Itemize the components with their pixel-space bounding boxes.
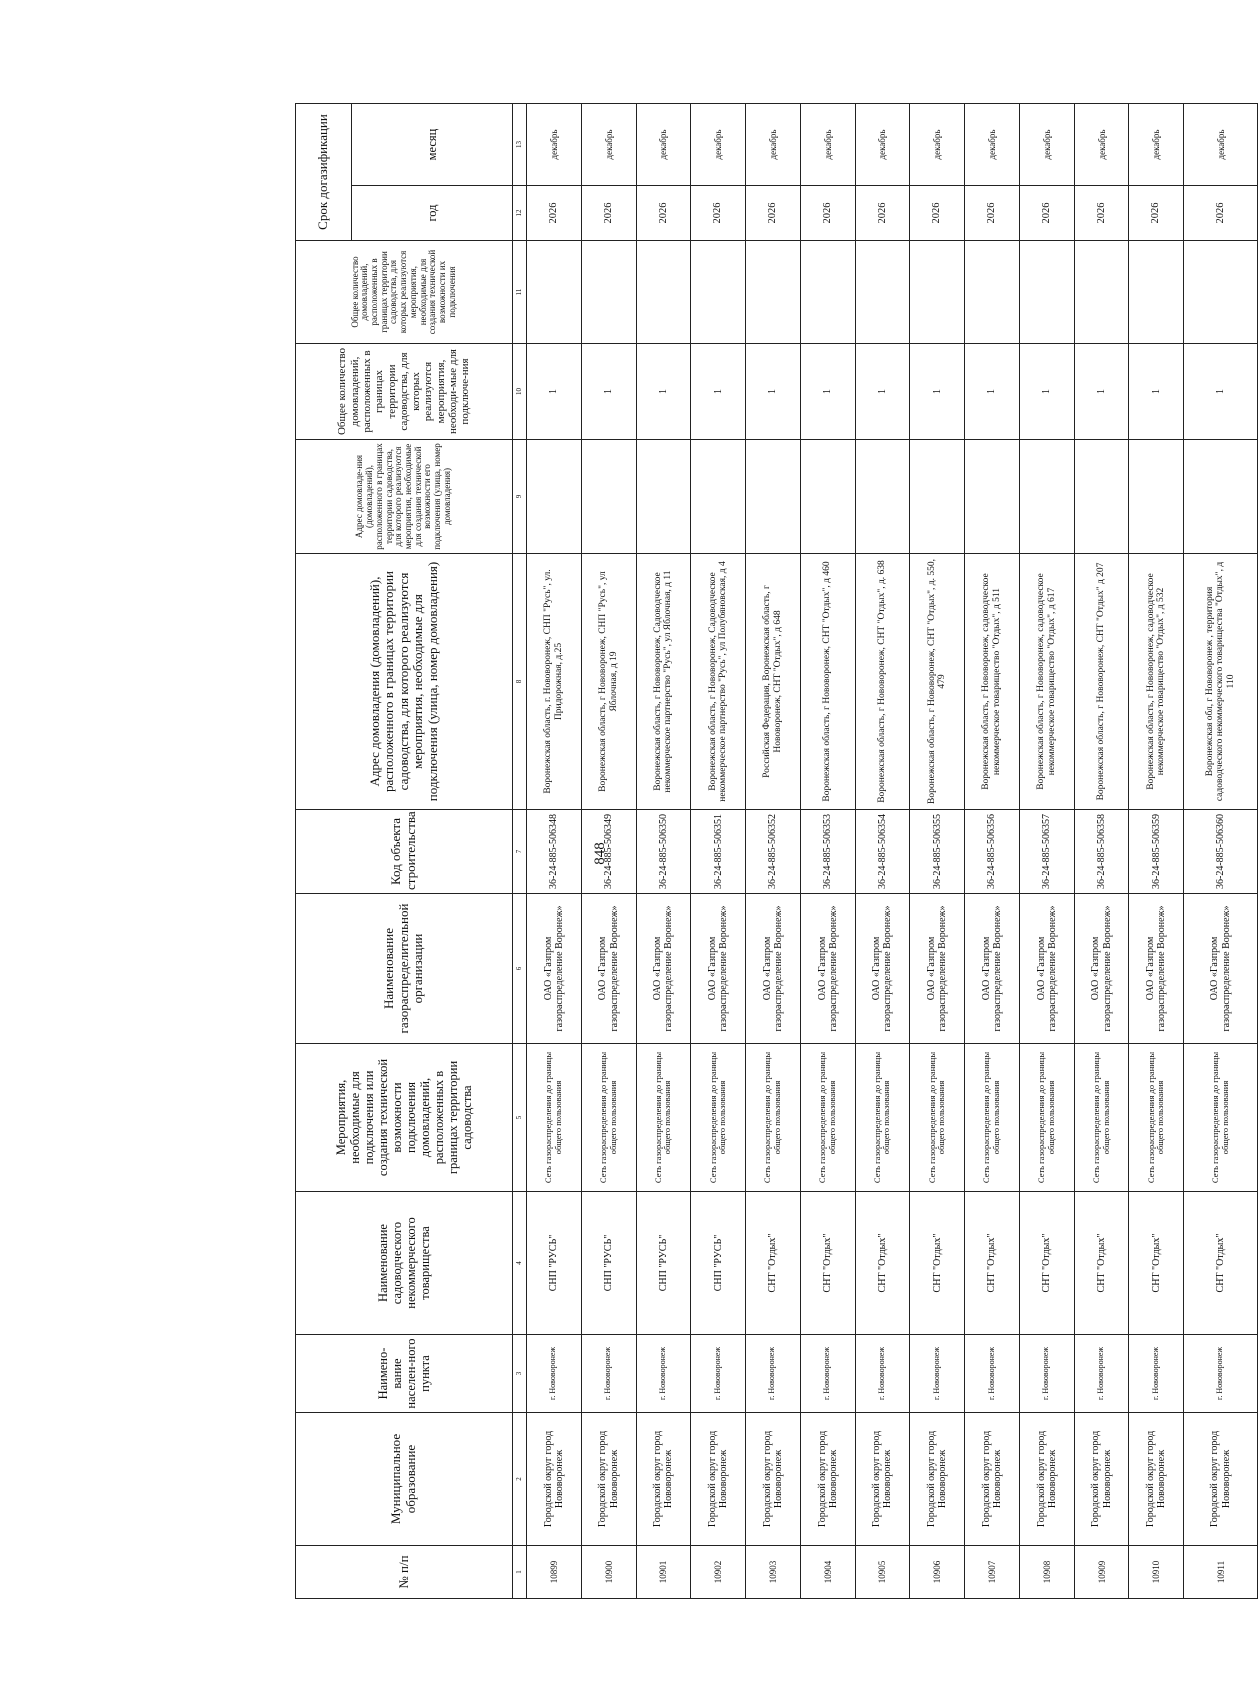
row-count-connection: 1 [691, 344, 746, 440]
row-year: 2026 [527, 186, 582, 241]
row-year: 2026 [691, 186, 746, 241]
col-number: 10 [513, 344, 527, 440]
row-count-connection: 1 [581, 344, 636, 440]
table-row [527, 104, 582, 1599]
row-address-connection: Воронежская область, г Нововоронеж, садоводческое некоммерческое товарищество "Отдых", д 617 [1019, 554, 1074, 810]
header-gas-org: Наименование газораспределительной организации [296, 894, 513, 1044]
row-snt: СНТ "Отдых" [1019, 1192, 1074, 1335]
row-address-capability [1074, 440, 1129, 554]
row-count-capability [1074, 241, 1129, 344]
header-count-connection: Общее количество домовладений, расположенных в границах территории садоводства, для которых реализуются мероприятия, необходи-мые для подключе-ния [296, 344, 513, 440]
row-municipality: Городской округ город Нововоронеж [855, 1413, 910, 1546]
row-count-connection: 1 [800, 344, 855, 440]
row-object-code: 36-24-885-506349 [581, 810, 636, 894]
row-measures: Сеть газораспределения до границы общего пользования [746, 1044, 801, 1192]
row-address-connection: Российская Федерация, Воронежская область, г Нововоронеж, СНТ "Отдых", д 648 [746, 554, 801, 810]
row-object-code: 36-24-885-506358 [1074, 810, 1129, 894]
row-municipality: Городской округ город Нововоронеж [1019, 1413, 1074, 1546]
row-measures: Сеть газораспределения до границы общего пользования [855, 1044, 910, 1192]
row-count-capability [746, 241, 801, 344]
table-row [746, 104, 801, 1599]
header-object-code: Код объекта строительства [296, 810, 513, 894]
table-row [581, 104, 636, 1599]
col-number: 4 [513, 1192, 527, 1335]
row-object-code: 36-24-885-506359 [1129, 810, 1184, 894]
row-month: декабрь [1184, 104, 1258, 186]
row-count-connection: 1 [746, 344, 801, 440]
col-number: 13 [513, 104, 527, 186]
row-address-capability [1019, 440, 1074, 554]
row-month: декабрь [855, 104, 910, 186]
row-municipality: Городской округ город Нововоронеж [1184, 1413, 1258, 1546]
row-snt: СНП "РУСЬ" [581, 1192, 636, 1335]
row-count-capability [636, 241, 691, 344]
header-address-capability: Адрес домовладе-ния (домовладений), расположенного в границах территории садоводства, для которого реализуются мероприятия, необходимые для создания технической возможности его подключения (улица, номер домовладения) [296, 440, 513, 554]
row-municipality: Городской округ город Нововоронеж [910, 1413, 965, 1546]
row-address-capability [855, 440, 910, 554]
row-address-connection: Воронежская область, г Нововоронеж, Садоводческое некоммерческое партнерство "Русь", ул Полубяновская, д 4 [691, 554, 746, 810]
table-header [296, 104, 527, 1599]
row-count-connection: 1 [527, 344, 582, 440]
row-settlement: г. Нововоронеж [691, 1335, 746, 1413]
row-year: 2026 [581, 186, 636, 241]
row-municipality: Городской округ город Нововоронеж [1074, 1413, 1129, 1546]
header-municipality: Муниципальное образование [296, 1413, 513, 1546]
row-municipality: Городской округ город Нововоронеж [746, 1413, 801, 1546]
row-number: 10908 [1019, 1546, 1074, 1599]
row-gas-org: ОАО «Газпром газораспределение Воронеж» [636, 894, 691, 1044]
table-row [965, 104, 1020, 1599]
row-count-connection: 1 [965, 344, 1020, 440]
row-number: 10903 [746, 1546, 801, 1599]
col-number: 3 [513, 1335, 527, 1413]
row-month: декабрь [691, 104, 746, 186]
table-row [800, 104, 855, 1599]
row-count-connection: 1 [1074, 344, 1129, 440]
row-object-code: 36-24-885-506353 [800, 810, 855, 894]
page-number: 848 [591, 841, 608, 865]
row-measures: Сеть газораспределения до границы общего пользования [965, 1044, 1020, 1192]
row-snt: СНП "РУСЬ" [691, 1192, 746, 1335]
row-address-connection: Воронежская область, г Нововоронеж, садоводческое некоммерческое товарищество "Отдых", д 511 [965, 554, 1020, 810]
header-year: год [352, 186, 513, 241]
row-month: декабрь [636, 104, 691, 186]
row-municipality: Городской округ город Нововоронеж [527, 1413, 582, 1546]
row-object-code: 36-24-885-506360 [1184, 810, 1258, 894]
row-year: 2026 [1019, 186, 1074, 241]
row-number: 10911 [1184, 1546, 1258, 1599]
row-count-connection: 1 [1129, 344, 1184, 440]
row-address-connection: Воронежская область, г Нововоронеж, СНТ "Отдых" д 207 [1074, 554, 1129, 810]
row-settlement: г. Нововоронеж [910, 1335, 965, 1413]
row-gas-org: ОАО «Газпром газораспределение Воронеж» [965, 894, 1020, 1044]
row-measures: Сеть газораспределения до границы общего пользования [527, 1044, 582, 1192]
row-count-capability [800, 241, 855, 344]
row-number: 10910 [1129, 1546, 1184, 1599]
row-month: декабрь [1129, 104, 1184, 186]
table-row [1129, 104, 1184, 1599]
row-snt: СНТ "Отдых" [965, 1192, 1020, 1335]
row-gas-org: ОАО «Газпром газораспределение Воронеж» [527, 894, 582, 1044]
row-measures: Сеть газораспределения до границы общего пользования [691, 1044, 746, 1192]
row-month: декабрь [527, 104, 582, 186]
header-measures: Мероприятия, необходимые для подключения или создания технической возможности подключения домовладений, расположенных в границах территории садоводства [296, 1044, 513, 1192]
row-gas-org: ОАО «Газпром газораспределение Воронеж» [910, 894, 965, 1044]
row-count-connection: 1 [636, 344, 691, 440]
table-row [1074, 104, 1129, 1599]
row-month: декабрь [965, 104, 1020, 186]
row-snt: СНП "РУСЬ" [527, 1192, 582, 1335]
row-month: декабрь [800, 104, 855, 186]
row-object-code: 36-24-885-506356 [965, 810, 1020, 894]
row-address-capability [1184, 440, 1258, 554]
table-row [1019, 104, 1074, 1599]
row-municipality: Городской округ город Нововоронеж [636, 1413, 691, 1546]
row-settlement: г. Нововоронеж [581, 1335, 636, 1413]
row-address-capability [691, 440, 746, 554]
row-count-connection: 1 [1184, 344, 1258, 440]
row-address-connection: Воронежская область, г Нововоронеж, СНТ "Отдых", д. 638 [855, 554, 910, 810]
rotated-table-wrapper [295, 104, 1258, 1599]
table-row [1184, 104, 1258, 1599]
row-year: 2026 [1074, 186, 1129, 241]
row-month: декабрь [1019, 104, 1074, 186]
header-month: месяц [352, 104, 513, 186]
row-month: декабрь [746, 104, 801, 186]
row-address-capability [1129, 440, 1184, 554]
row-settlement: г. Нововоронеж [527, 1335, 582, 1413]
row-gas-org: ОАО «Газпром газораспределение Воронеж» [1019, 894, 1074, 1044]
row-number: 10900 [581, 1546, 636, 1599]
row-gas-org: ОАО «Газпром газораспределение Воронеж» [1074, 894, 1129, 1044]
row-address-capability [800, 440, 855, 554]
row-year: 2026 [965, 186, 1020, 241]
column-number-row [513, 104, 527, 1599]
row-year: 2026 [746, 186, 801, 241]
row-gas-org: ОАО «Газпром газораспределение Воронеж» [581, 894, 636, 1044]
col-number: 8 [513, 554, 527, 810]
row-number: 10909 [1074, 1546, 1129, 1599]
row-number: 10902 [691, 1546, 746, 1599]
row-address-connection: Воронежская область, г Нововоронеж, садоводческое некоммерческое товарищество "Отдых", д 532 [1129, 554, 1184, 810]
row-measures: Сеть газораспределения до границы общего пользования [636, 1044, 691, 1192]
row-address-connection: Воронежская область, г Нововоронеж, СНТ "Отдых", д 460 [800, 554, 855, 810]
col-number: 1 [513, 1546, 527, 1599]
header-address-connection: Адрес домовладения (домовладений), расположенного в границах территории садоводства, для которого реализуются мероприятия, необходимые для подключения (улица, номер домовладения) [296, 554, 513, 810]
row-measures: Сеть газораспределения до границы общего пользования [581, 1044, 636, 1192]
row-gas-org: ОАО «Газпром газораспределение Воронеж» [1129, 894, 1184, 1044]
row-measures: Сеть газораспределения до границы общего пользования [800, 1044, 855, 1192]
header-settlement: Наимено-вание населен-ного пункта [296, 1335, 513, 1413]
col-number: 5 [513, 1044, 527, 1192]
row-number: 10907 [965, 1546, 1020, 1599]
table-row [636, 104, 691, 1599]
row-object-code: 36-24-885-506350 [636, 810, 691, 894]
col-number: 12 [513, 186, 527, 241]
row-settlement: г. Нововоронеж [1019, 1335, 1074, 1413]
header-term: Срок догазификации [296, 104, 352, 241]
row-month: декабрь [581, 104, 636, 186]
table-row [691, 104, 746, 1599]
row-address-capability [965, 440, 1020, 554]
col-number: 2 [513, 1413, 527, 1546]
row-count-capability [965, 241, 1020, 344]
row-municipality: Городской округ город Нововоронеж [581, 1413, 636, 1546]
row-month: декабрь [910, 104, 965, 186]
row-address-capability [581, 440, 636, 554]
row-number: 10905 [855, 1546, 910, 1599]
row-settlement: г. Нововоронеж [1074, 1335, 1129, 1413]
row-municipality: Городской округ город Нововоронеж [800, 1413, 855, 1546]
row-snt: СНТ "Отдых" [1129, 1192, 1184, 1335]
row-object-code: 36-24-885-506355 [910, 810, 965, 894]
row-measures: Сеть газораспределения до границы общего пользования [1019, 1044, 1074, 1192]
row-count-connection: 1 [1019, 344, 1074, 440]
row-settlement: г. Нововоронеж [636, 1335, 691, 1413]
gasification-table [295, 103, 1258, 1599]
col-number: 7 [513, 810, 527, 894]
row-measures: Сеть газораспределения до границы общего пользования [1129, 1044, 1184, 1192]
row-year: 2026 [1129, 186, 1184, 241]
row-snt: СНТ "Отдых" [746, 1192, 801, 1335]
header-snt: Наименование садоводческого некоммерческого товарищества [296, 1192, 513, 1335]
row-settlement: г. Нововоронеж [965, 1335, 1020, 1413]
col-number: 11 [513, 241, 527, 344]
row-count-capability [581, 241, 636, 344]
row-gas-org: ОАО «Газпром газораспределение Воронеж» [691, 894, 746, 1044]
table-row [855, 104, 910, 1599]
row-address-capability [636, 440, 691, 554]
row-number: 10906 [910, 1546, 965, 1599]
row-measures: Сеть газораспределения до границы общего пользования [1184, 1044, 1258, 1192]
row-measures: Сеть газораспределения до границы общего пользования [910, 1044, 965, 1192]
row-count-capability [1019, 241, 1074, 344]
row-snt: СНП "РУСЬ" [636, 1192, 691, 1335]
row-address-connection: Воронежская область, г Нововоронеж, Садоводческое некоммерческое партнерство "Русь", ул Яблочная, д 11 [636, 554, 691, 810]
row-settlement: г. Нововоронеж [746, 1335, 801, 1413]
row-settlement: г. Нововоронеж [1184, 1335, 1258, 1413]
row-address-connection: Воронежская область, г Нововоронеж, СНП "Русь", ул Яблочная, д 19 [581, 554, 636, 810]
row-object-code: 36-24-885-506352 [746, 810, 801, 894]
table-row [910, 104, 965, 1599]
row-count-capability [527, 241, 582, 344]
row-number: 10901 [636, 1546, 691, 1599]
row-count-capability [855, 241, 910, 344]
row-year: 2026 [910, 186, 965, 241]
row-address-capability [746, 440, 801, 554]
row-object-code: 36-24-885-506354 [855, 810, 910, 894]
col-number: 9 [513, 440, 527, 554]
row-object-code: 36-24-885-506348 [527, 810, 582, 894]
row-object-code: 36-24-885-506357 [1019, 810, 1074, 894]
header-num: № п/п [296, 1546, 513, 1599]
row-number: 10899 [527, 1546, 582, 1599]
row-year: 2026 [800, 186, 855, 241]
row-count-capability [1184, 241, 1258, 344]
row-gas-org: ОАО «Газпром газораспределение Воронеж» [800, 894, 855, 1044]
row-settlement: г. Нововоронеж [855, 1335, 910, 1413]
row-address-capability [910, 440, 965, 554]
row-municipality: Городской округ город Нововоронеж [1129, 1413, 1184, 1546]
row-year: 2026 [855, 186, 910, 241]
row-address-connection: Воронежская область, г Нововоронеж, СНТ "Отдых", д. 550, 479 [910, 554, 965, 810]
row-municipality: Городской округ город Нововоронеж [965, 1413, 1020, 1546]
row-month: декабрь [1074, 104, 1129, 186]
header-count-capability: Общее количество домовладений, расположенных в границах территории садоводства, для которых реализуются мероприятия, необходимые для создания технической возможности их подключения [296, 241, 513, 344]
row-snt: СНТ "Отдых" [855, 1192, 910, 1335]
row-count-connection: 1 [910, 344, 965, 440]
row-snt: СНТ "Отдых" [800, 1192, 855, 1335]
row-count-capability [1129, 241, 1184, 344]
row-number: 10904 [800, 1546, 855, 1599]
row-count-capability [691, 241, 746, 344]
row-gas-org: ОАО «Газпром газораспределение Воронеж» [746, 894, 801, 1044]
row-year: 2026 [636, 186, 691, 241]
row-object-code: 36-24-885-506351 [691, 810, 746, 894]
row-count-connection: 1 [855, 344, 910, 440]
row-gas-org: ОАО «Газпром газораспределение Воронеж» [855, 894, 910, 1044]
row-settlement: г. Нововоронеж [800, 1335, 855, 1413]
row-municipality: Городской округ город Нововоронеж [691, 1413, 746, 1546]
row-measures: Сеть газораспределения до границы общего пользования [1074, 1044, 1129, 1192]
row-settlement: г. Нововоронеж [1129, 1335, 1184, 1413]
row-snt: СНТ "Отдых" [1074, 1192, 1129, 1335]
row-address-connection: Воронежская область, г. Нововоронеж, СНП "Русь", ул. Придорожная, д.25 [527, 554, 582, 810]
row-gas-org: ОАО «Газпром газораспределение Воронеж» [1184, 894, 1258, 1044]
table-body [527, 104, 1258, 1599]
row-address-capability [527, 440, 582, 554]
row-snt: СНТ "Отдых" [1184, 1192, 1258, 1335]
row-snt: СНТ "Отдых" [910, 1192, 965, 1335]
col-number: 6 [513, 894, 527, 1044]
row-address-connection: Воронежская обл, г Нововоронеж , территория садоводческого некоммерческого товарищества "Отдых", д 110 [1184, 554, 1258, 810]
row-count-capability [910, 241, 965, 344]
row-year: 2026 [1184, 186, 1258, 241]
